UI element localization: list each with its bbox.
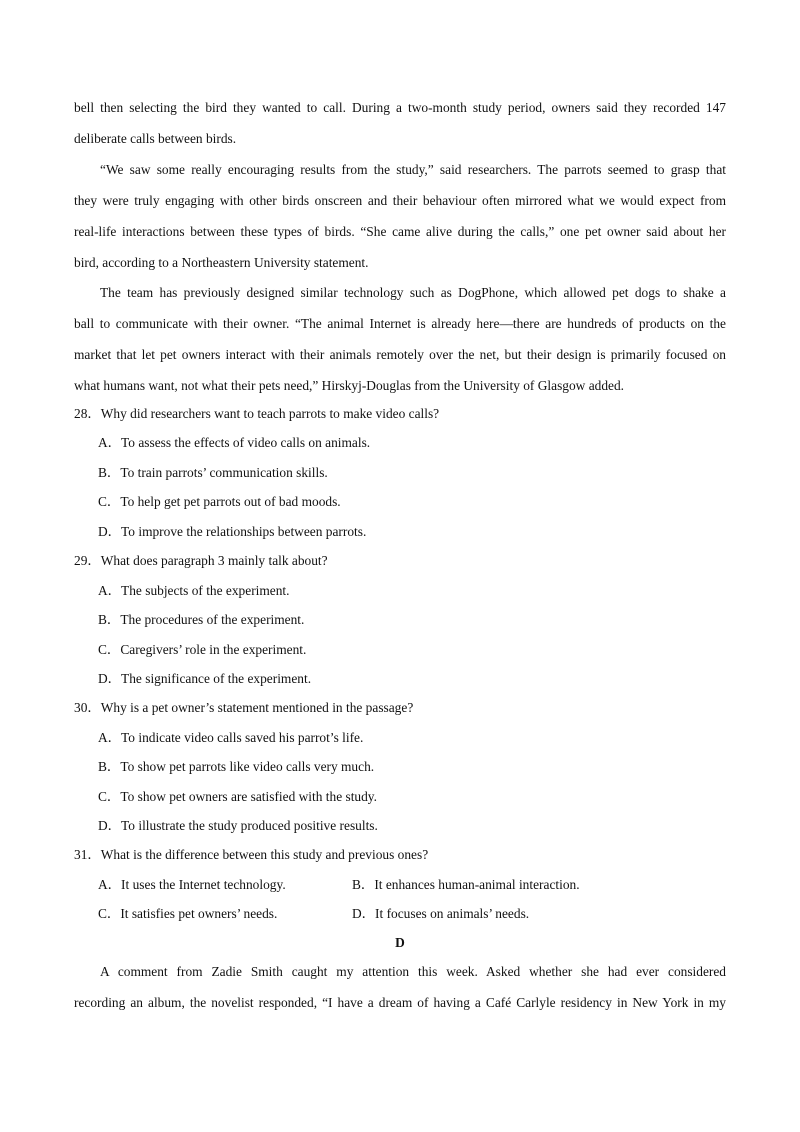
answer-option[interactable]: C．To show pet owners are satisfied with the study.	[98, 789, 377, 804]
paragraph-line: bird, according to a Northeastern University statement.	[74, 255, 369, 270]
answer-option[interactable]: A．The subjects of the experiment.	[98, 583, 290, 598]
answer-option[interactable]: A．To assess the effects of video calls on animals.	[98, 435, 371, 450]
question-stem: 28．Why did researchers want to teach parrots to make video calls?	[74, 406, 440, 421]
answer-option[interactable]: B．It enhances human-animal interaction.	[352, 877, 580, 892]
answer-option[interactable]: D．To illustrate the study produced positive results.	[98, 818, 378, 833]
answer-option[interactable]: C．It satisfies pet owners’ needs.	[98, 906, 278, 921]
answer-option[interactable]: C．To help get pet parrots out of bad moods.	[98, 494, 341, 509]
question-stem: 30．Why is a pet owner’s statement mentioned in the passage?	[74, 700, 414, 715]
answer-option[interactable]: D．It focuses on animals’ needs.	[352, 906, 530, 921]
section-heading: D	[395, 935, 405, 950]
paragraph-line: ball to communicate with their owner. “The animal Internet is already here—there are hundreds of products on the	[74, 316, 726, 331]
paragraph-line: what humans want, not what their pets need,” Hirskyj-Douglas from the University of Glasgow added.	[74, 378, 625, 393]
paragraph-line: recording an album, the novelist responded, “I have a dream of having a Café Carlyle residency in New York in my	[74, 995, 726, 1010]
question-stem: 29．What does paragraph 3 mainly talk about?	[74, 553, 328, 568]
question-stem: 31．What is the difference between this study and previous ones?	[74, 847, 429, 862]
answer-option[interactable]: A．To indicate video calls saved his parrot’s life.	[98, 730, 364, 745]
paragraph-line: A comment from Zadie Smith caught my attention this week. Asked whether she had ever considered	[100, 964, 726, 979]
paragraph-line: bell then selecting the bird they wanted to call. During a two-month study period, owners said they recorded 147	[74, 100, 726, 115]
answer-option[interactable]: B．The procedures of the experiment.	[98, 612, 305, 627]
paragraph-line: “We saw some really encouraging results from the study,” said researchers. The parrots seemed to grasp that	[100, 162, 726, 177]
answer-option[interactable]: C．Caregivers’ role in the experiment.	[98, 642, 307, 657]
paragraph-line: real-life interactions between these types of birds. “She came alive during the calls,” one pet owner said about her	[74, 224, 726, 239]
answer-option[interactable]: B．To train parrots’ communication skills.	[98, 465, 328, 480]
answer-option[interactable]: D．To improve the relationships between parrots.	[98, 524, 367, 539]
answer-option[interactable]: D．The significance of the experiment.	[98, 671, 312, 686]
paragraph-line: market that let pet owners interact with their animals remotely over the net, but their design is primarily focused on	[74, 347, 726, 362]
paragraph-line: they were truly engaging with other birds onscreen and their behaviour often mirrored what we would expect from	[74, 193, 726, 208]
paragraph-line: The team has previously designed similar technology such as DogPhone, which allowed pet dogs to shake a	[100, 285, 726, 300]
answer-option[interactable]: A．It uses the Internet technology.	[98, 877, 286, 892]
paragraph-line: deliberate calls between birds.	[74, 131, 237, 146]
answer-option[interactable]: B．To show pet parrots like video calls very much.	[98, 759, 375, 774]
